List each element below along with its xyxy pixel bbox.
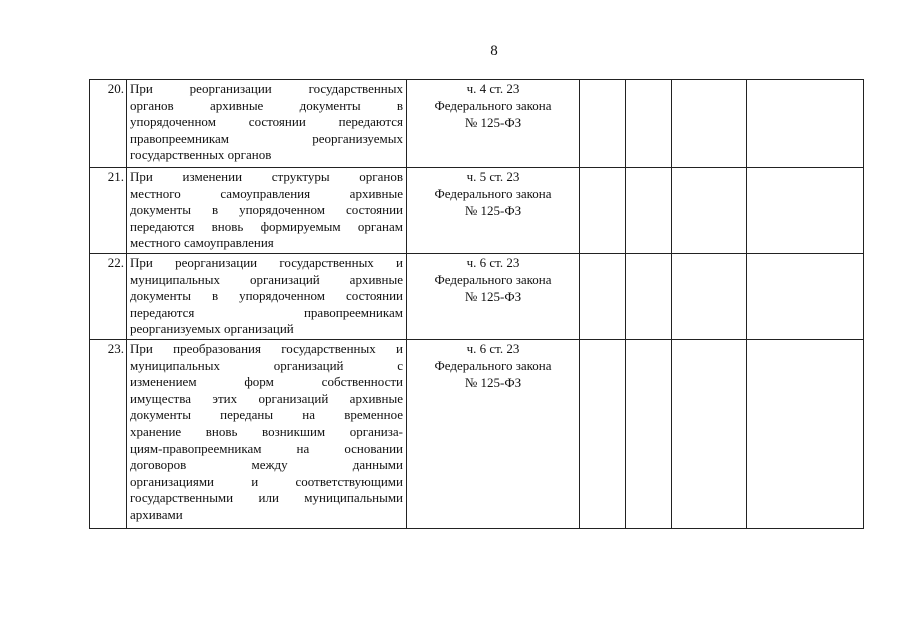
empty-cell bbox=[747, 254, 864, 340]
empty-cell bbox=[672, 168, 747, 254]
requirement-line: муниципальных организаций архивные bbox=[130, 271, 403, 287]
row-number: 23. bbox=[90, 340, 127, 529]
requirement-line: изменением форм собственности bbox=[130, 374, 403, 390]
requirement-line: документы в упорядоченном состоянии bbox=[130, 288, 403, 304]
table-row bbox=[90, 80, 864, 168]
law-reference-line: № 125-ФЗ bbox=[464, 114, 522, 130]
empty-cell bbox=[580, 80, 626, 168]
requirement-line: передаются вновь формируемым органам bbox=[130, 218, 403, 234]
table-row bbox=[90, 340, 864, 529]
requirement-line: При реорганизации государственных bbox=[130, 81, 403, 96]
requirement-line: имущества этих организаций архивные bbox=[130, 390, 403, 406]
requirement-line: циям-правопреемникам на основании bbox=[130, 440, 403, 456]
law-reference-line: ч. 6 ст. 23 bbox=[466, 341, 520, 356]
requirement-line: договоров между данными bbox=[130, 457, 403, 473]
requirement-line: государственных органов bbox=[130, 147, 272, 163]
empty-cell bbox=[626, 340, 672, 529]
law-reference bbox=[407, 80, 580, 168]
requirement-line: При преобразования государственных и bbox=[130, 341, 403, 356]
requirement-line: реорганизуемых организаций bbox=[130, 321, 294, 337]
requirement-line: органов архивные документы в bbox=[130, 97, 403, 113]
empty-cell bbox=[580, 340, 626, 529]
empty-cell bbox=[626, 80, 672, 168]
requirement-text bbox=[127, 168, 407, 254]
requirement-line: При изменении структуры органов bbox=[130, 169, 403, 184]
empty-cell bbox=[747, 80, 864, 168]
requirement-line: упорядоченном состоянии передаются bbox=[130, 114, 403, 130]
requirements-table bbox=[89, 79, 864, 529]
requirement-line: хранение вновь возникшим организа- bbox=[130, 423, 403, 439]
empty-cell bbox=[580, 254, 626, 340]
law-reference-line: ч. 5 ст. 23 bbox=[466, 169, 520, 184]
law-reference-line: Федерального закона bbox=[434, 271, 552, 287]
requirement-line: местного самоуправления архивные bbox=[130, 185, 403, 201]
requirement-line: муниципальных организаций с bbox=[130, 357, 403, 373]
law-reference bbox=[407, 254, 580, 340]
law-reference-line: Федерального закона bbox=[434, 185, 552, 201]
empty-cell bbox=[672, 340, 747, 529]
row-number: 20. bbox=[90, 80, 127, 168]
requirement-line: местного самоуправления bbox=[130, 235, 274, 251]
requirement-line: государственными или муниципальными bbox=[130, 490, 403, 506]
page-number: 8 bbox=[490, 43, 498, 59]
requirement-line: документы переданы на временное bbox=[130, 407, 403, 423]
empty-cell bbox=[672, 80, 747, 168]
requirement-line: При реорганизации государственных и bbox=[130, 255, 403, 270]
empty-cell bbox=[626, 168, 672, 254]
law-reference bbox=[407, 168, 580, 254]
requirement-text bbox=[127, 254, 407, 340]
empty-cell bbox=[747, 340, 864, 529]
row-number: 21. bbox=[90, 168, 127, 254]
empty-cell bbox=[747, 168, 864, 254]
table-body bbox=[90, 80, 864, 529]
table-row bbox=[90, 254, 864, 340]
law-reference-line: ч. 4 ст. 23 bbox=[466, 81, 520, 96]
requirement-line: документы в упорядоченном состоянии bbox=[130, 202, 403, 218]
law-reference-line: Федерального закона bbox=[434, 97, 552, 113]
requirement-line: правопреемникам реорганизуемых bbox=[130, 130, 403, 146]
requirement-line: организациями и соответствующими bbox=[130, 473, 403, 489]
empty-cell bbox=[672, 254, 747, 340]
row-number: 22. bbox=[90, 254, 127, 340]
table-row bbox=[90, 168, 864, 254]
requirement-line: передаются правопреемникам bbox=[130, 304, 403, 320]
law-reference-line: № 125-ФЗ bbox=[464, 288, 522, 304]
law-reference bbox=[407, 340, 580, 529]
requirement-line: архивами bbox=[130, 506, 183, 522]
empty-cell bbox=[626, 254, 672, 340]
empty-cell bbox=[580, 168, 626, 254]
requirement-text bbox=[127, 340, 407, 529]
requirement-text bbox=[127, 80, 407, 168]
law-reference-line: Федерального закона bbox=[434, 357, 552, 373]
law-reference-line: № 125-ФЗ bbox=[464, 202, 522, 218]
law-reference-line: ч. 6 ст. 23 bbox=[466, 255, 520, 270]
law-reference-line: № 125-ФЗ bbox=[464, 374, 522, 390]
